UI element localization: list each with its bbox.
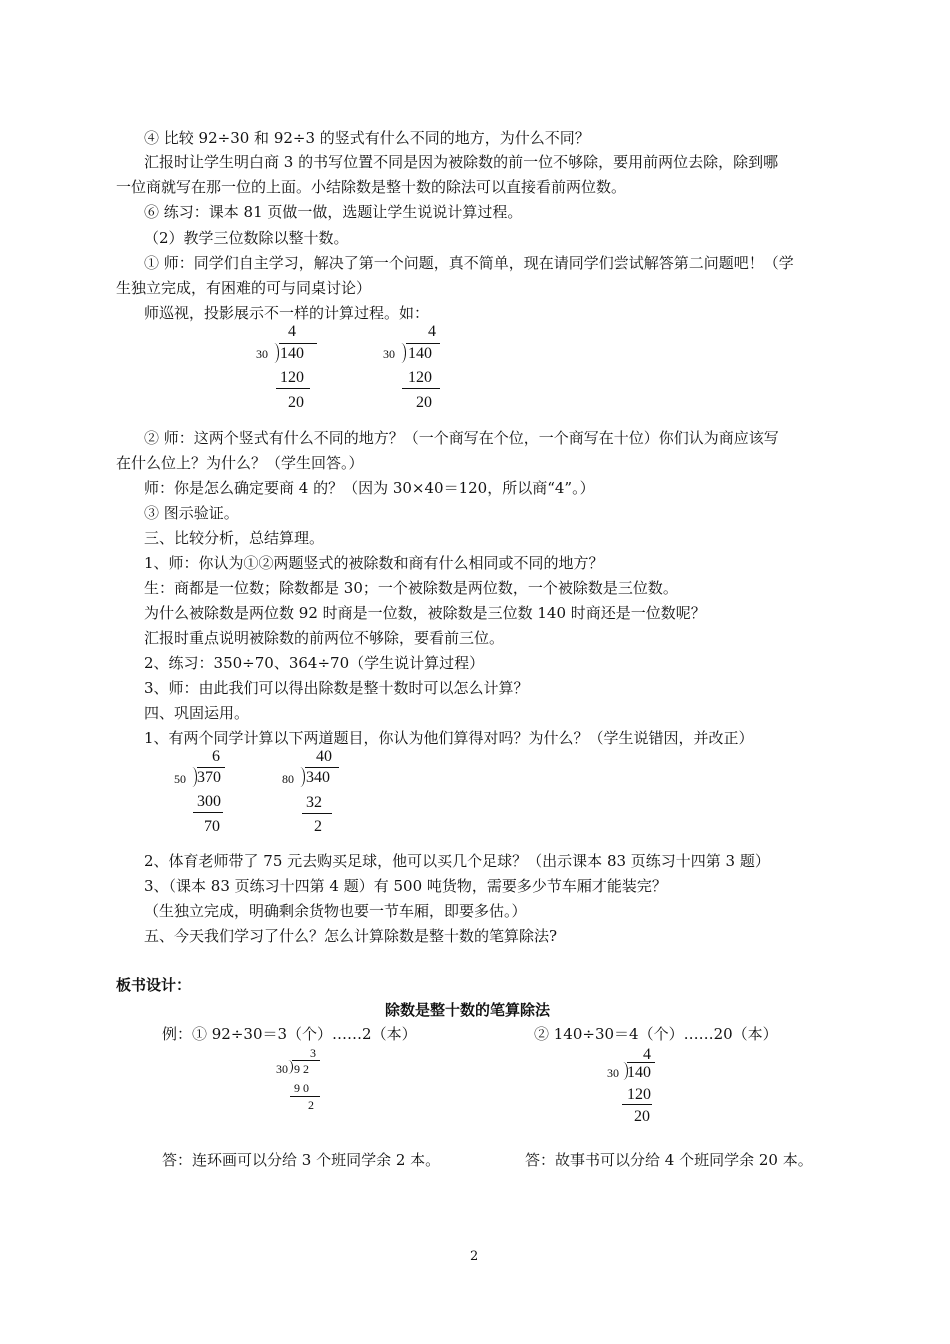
text-line: 1、有两个同学计算以下两道题目，你认为他们算得对吗？为什么？（学生说错因，并改正） [144,729,754,747]
subtraction-line [276,388,310,389]
text-line: ④ 比较 92÷30 和 92÷3 的竖式有什么不同的地方，为什么不同？ [144,129,590,147]
text-line: 2、体育老师带了 75 元去购买足球，他可以买几个足球？（出示课本 83 页练习十四第 3 题） [144,852,770,870]
quotient: 4 [428,323,436,340]
page-number: 2 [470,1249,479,1264]
division-bar [627,1062,655,1063]
remainder: 2 [308,1098,314,1112]
subtraction-line [302,813,332,814]
divisor: 50 [174,772,186,786]
text-line: 五、今天我们学习了什么？怎么计算除数是整十数的笔算除法? [144,927,558,945]
product: 32 [306,794,322,811]
divisor: 30 [383,347,395,361]
division-bar [197,767,225,768]
subtraction-line [622,1104,652,1105]
division-bar [305,767,339,768]
division-bar [292,1060,320,1061]
text-line: ① 师：同学们自主学习，解决了第一个问题，真不简单，现在请同学们尝试解答第二问题吧！（学 [144,254,794,272]
subtraction-line [290,1096,320,1097]
quotient: 4 [643,1046,651,1063]
text-line: 2、练习：350÷70、364÷70（学生说计算过程） [144,654,485,672]
division-bar [279,343,317,344]
board-example-left: 例：① 92÷30＝3（个）……2（本） [162,1025,417,1043]
division-bracket [188,767,197,787]
divisor: 30 [256,347,268,361]
text-line: 师巡视，投影展示不一样的计算过程。如： [144,304,430,322]
text-line: 汇报时让学生明白商 3 的书写位置不同是因为被除数的前一位不够除，要用前两位去除，除到哪 [144,153,779,171]
text-line: 为什么被除数是两位数 92 时商是一位数，被除数是三位数 140 时商还是一位数呢？ [144,604,706,622]
text-line: 1、师：你认为①②两题竖式的被除数和商有什么相同或不同的地方？ [144,554,604,572]
division-bracket [296,767,305,787]
dividend: 140 [408,345,432,362]
division-bracket [397,343,406,363]
subtraction-line [193,812,223,813]
product: 120 [408,369,432,386]
quotient: 3 [310,1046,316,1060]
dividend: 370 [197,769,221,786]
quotient: 6 [212,748,220,765]
division-bracket [270,343,279,363]
board-answer-right: 答：故事书可以分给 4 个班同学余 20 本。 [525,1151,813,1169]
division-bracket [286,1060,293,1074]
text-line: 3、（课本 83 页练习十四第 4 题）有 500 吨货物，需要多少节车厢才能装完？ [144,877,667,895]
text-line: 师：你是怎么确定要商 4 的？（因为 30×40＝120，所以商“4”。） [144,479,595,497]
product: 120 [280,369,304,386]
product: 9 0 [294,1081,309,1095]
board-heading: 板书设计： [116,976,192,994]
quotient: 4 [288,323,296,340]
text-line: 3、师：由此我们可以得出除数是整十数时可以怎么计算？ [144,679,529,697]
board-answer-left: 答：连环画可以分给 3 个班同学余 2 本。 [162,1151,441,1169]
text-line: 四、巩固运用。 [144,704,250,722]
text-line: 在什么位上？为什么？（学生回答。） [116,454,364,472]
board-title: 除数是整十数的笔算除法 [385,1001,551,1019]
subtraction-line [402,388,440,389]
text-line: （生独立完成，明确剩余货物也要一节车厢，即要多估。） [144,902,527,920]
text-line: 汇报时重点说明被除数的前两位不够除，要看前三位。 [144,629,505,647]
dividend: 140 [627,1064,651,1081]
product: 300 [197,793,221,810]
text-line: 生独立完成，有困难的可与同桌讨论） [116,279,372,297]
text-line: 三、比较分析，总结算理。 [144,529,325,547]
text-line: ⑥ 练习：课本 81 页做一做，选题让学生说说计算过程。 [144,203,523,221]
divisor: 80 [282,772,294,786]
text-line: 生：商都是一位数；除数都是 30；一个被除数是两位数，一个被除数是三位数。 [144,579,678,597]
division-bar [406,343,440,344]
remainder: 20 [288,394,304,411]
text-line: 一位商就写在那一位的上面。小结除数是整十数的除法可以直接看前两位数。 [116,178,627,196]
quotient: 40 [316,748,332,765]
text-line: ③ 图示验证。 [144,504,239,522]
remainder: 20 [416,394,432,411]
text-line: ② 师：这两个竖式有什么不同的地方？（一个商写在个位，一个商写在十位）你们认为商应该写 [144,429,779,447]
remainder: 70 [204,818,220,835]
product: 120 [627,1086,651,1103]
dividend: 340 [306,769,330,786]
divisor: 30 [276,1062,288,1076]
text-line: （2）教学三位数除以整十数。 [144,229,349,247]
divisor: 30 [607,1066,619,1080]
dividend: 140 [280,345,304,362]
board-example-right: ② 140÷30＝4（个）……20（本） [534,1025,778,1043]
dividend: 9 2 [294,1062,309,1076]
remainder: 2 [314,818,322,835]
remainder: 20 [634,1108,650,1125]
